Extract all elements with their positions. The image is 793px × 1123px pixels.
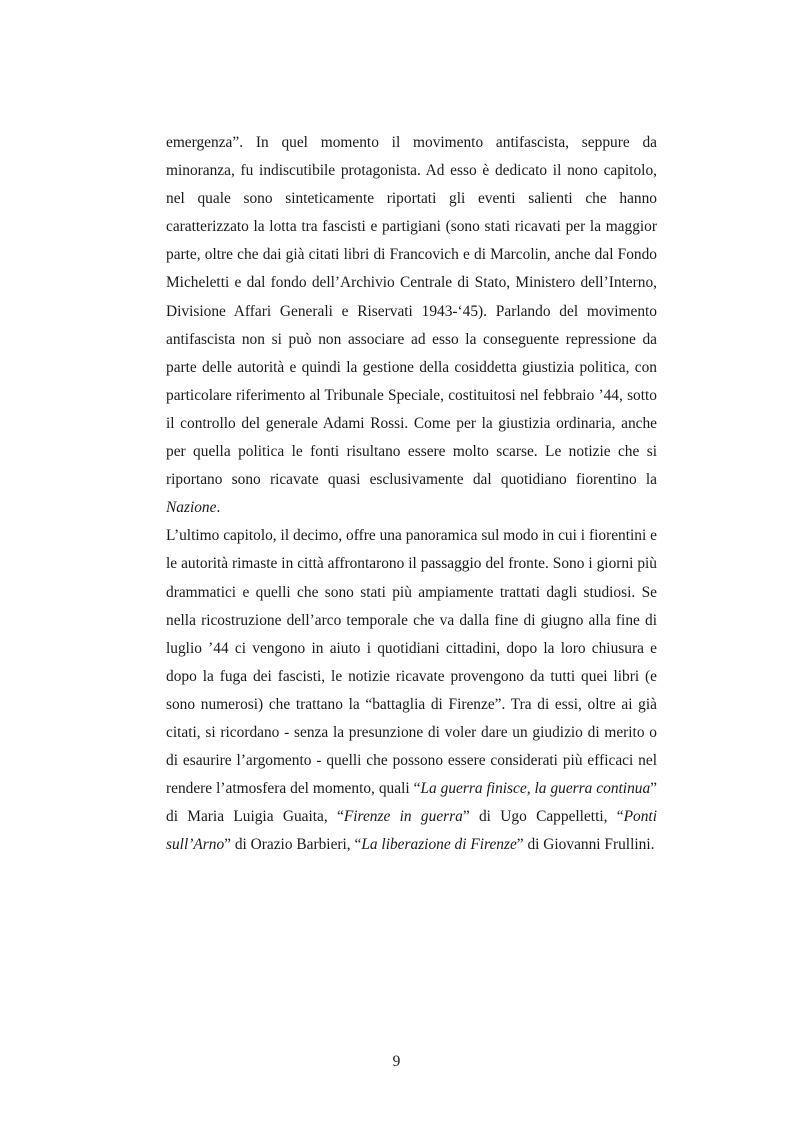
text-run: ” di Orazio Barbieri, “ <box>224 836 362 854</box>
italic-title-ponti-sull-arno: Ponti sull’Arno <box>166 808 657 854</box>
text-run: ” di Giovanni Frullini. <box>516 836 655 854</box>
paragraph-chapter-ten <box>166 522 657 859</box>
text-run: ” di Maria Luigia Guaita, “ <box>166 780 658 826</box>
italic-title-la-guerra-finisce: La guerra finisce, la guerra continua <box>420 780 651 798</box>
text-run: L’ultimo capitolo, il decimo, offre una panoramica sul modo in cui i fiorentini e le autorità rimaste in città affrontarono il passaggio del fronte. Sono i giorni più drammatici e quelli che sono stati più ampiamente trattati dagli studiosi. Se nella ricostruzione dell’arco temporale che va dalla fine di giugno alla fine di luglio ’44 ci vengono in aiuto i quotidiani cittadini, dopo la loro chiusura e dopo la fuga dei fascisti, le notizie ricavate provengono da tutti quei libri (e sono numerosi) che trattano la “battaglia di Firenze”. Tra di essi, oltre ai già citati, si ricordano - senza la presunzione di voler dare un giudizio di merito o di esaurire l’argomento - quelli che possono essere considerati più efficaci nel rendere l’atmosfera del momento, quali “ <box>166 527 657 798</box>
text-run: . <box>216 499 221 517</box>
italic-title-nazione: Nazione <box>166 499 217 517</box>
italic-title-firenze-in-guerra: Firenze in guerra <box>343 808 463 826</box>
page-number: 9 <box>392 1053 401 1070</box>
italic-title-la-liberazione-di-firenze: La liberazione di Firenze <box>361 836 517 854</box>
text-run: ” di Ugo Cappelletti, “ <box>462 808 624 826</box>
paragraph-chapter-nine <box>166 129 657 522</box>
page-body <box>166 129 657 859</box>
text-run: emergenza”. In quel momento il movimento antifascista, seppure da minoranza, fu indiscutibile protagonista. Ad esso è dedicato il nono capitolo, nel quale sono sinteticamente riportati gli eventi salienti che hanno caratterizzato la lotta tra fascisti e partigiani (sono stati ricavati per la maggior parte, oltre che dai già citati libri di Francovich e di Marcolin, anche dal Fondo Micheletti e dal fondo dell’Archivio Centrale di Stato, Ministero dell’Interno, Divisione Affari Generali e Riservati 1943-‘45). Parlando del movimento antifascista non si può non associare ad esso la conseguente repressione da parte delle autorità e quindi la gestione della cosiddetta giustizia politica, con particolare riferimento al Tribunale Speciale, costituitosi nel febbraio ’44, sotto il controllo del generale Adami Rossi. Come per la giustizia ordinaria, anche per quella politica le fonti risultano essere molto scarse. Le notizie che si riportano sono ricavate quasi esclusivamente dal quotidiano fiorentino la <box>166 134 657 489</box>
